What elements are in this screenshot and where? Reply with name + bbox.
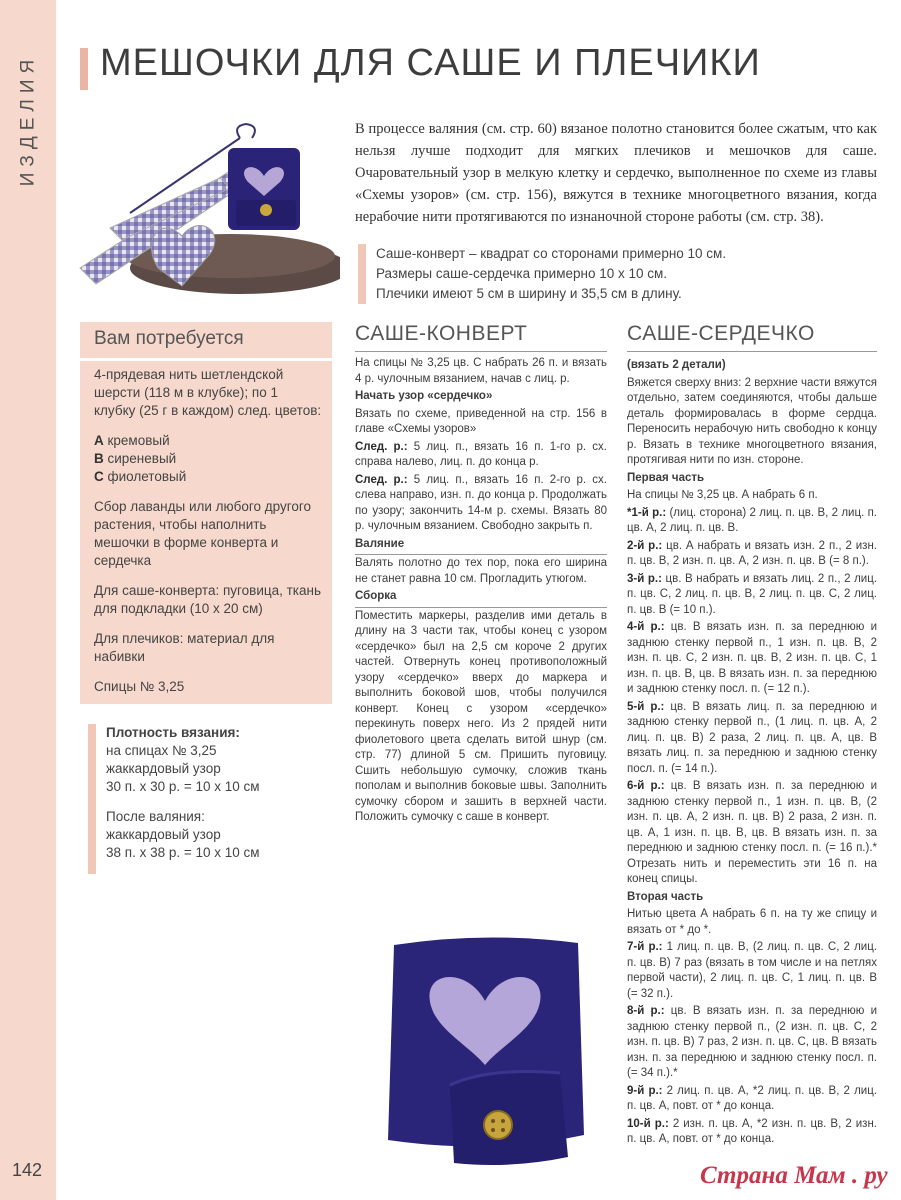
envelope-row — [355, 473, 607, 535]
gauge-after — [106, 808, 346, 862]
intro-paragraph: В процессе валяния (см. стр. 60) вязаное полотно становится более сжатым, что как нельзя лучше подходит для мягких плечиков и мешочков для саше. Очаровательный узор в мелкую клетку и сердечко, выполненное по схеме из главы «Схемы узоров» (см. стр. 156), вяжутся в технике многоцветного вязания, когда нерабочие нити протягиваются по изнаночной стороне работы (см. стр. 38). — [355, 121, 877, 225]
color-name: сиреневый — [103, 451, 177, 466]
assembly-title: Сборка — [355, 590, 397, 602]
heart-row — [627, 1117, 877, 1148]
note-line: Плечики имеют 5 см в ширину и 35,5 см в длину. — [376, 286, 682, 301]
part1-cast-on: На спицы № 3,25 цв. А набрать 6 п. — [627, 489, 818, 501]
color-list — [94, 432, 322, 486]
page-number: 142 — [12, 1160, 43, 1180]
page-title: МЕШОЧКИ ДЛЯ САШЕ И ПЛЕЧИКИ — [100, 42, 761, 84]
part2-title: Вторая часть — [627, 890, 704, 903]
envelope-sachet-photo — [380, 935, 590, 1170]
gauge-line: После валяния: — [106, 809, 205, 824]
part1-title: Первая часть — [627, 471, 705, 484]
heart-subtitle: (вязать 2 детали) — [627, 359, 726, 371]
heart-heading: САШЕ-СЕРДЕЧКО — [627, 322, 815, 345]
envelope-pattern-title: Начать узор «сердечко» — [355, 390, 493, 402]
heart-row — [627, 506, 877, 537]
yarn-text: 4-прядевая нить шетлендской шерсти (118 м в клубке); по 1 клубку (25 г в каждом) след. цветов: — [94, 367, 322, 418]
materials-title: Вам потребуется — [94, 328, 244, 349]
row-label: 7-й р.: — [627, 941, 663, 953]
envelope-materials-text: Для саше-конверта: пуговица, ткань для подкладки (10 х 20 см) — [94, 583, 322, 616]
color-name: фиолетовый — [103, 469, 187, 484]
row-label: 2-й р.: — [627, 539, 663, 552]
row-label: *1-й р.: — [627, 506, 667, 519]
gauge-line: 30 п. х 30 р. = 10 х 10 см — [106, 779, 260, 794]
hangers-and-sachets-photo — [70, 118, 340, 298]
assembly-text: Поместить маркеры, разделив ими деталь в длину на 3 части так, чтобы конец с узором «сердечко» был на 2,5 см короче 2 других частей. Отвернуть конец противоположный узору «сердечко» вверх до маркера и выполнить боковой шов, чтобы получился конверт. Конец с узором «сердечко» перекинуть поверх него. Из 2 прядей нити фиолетового цвета сделать витой шнур (см. стр. 77) длиной 5 см. Пришить пуговицу. Сшить небольшую сумочку, сложив ткань пополам и выполнив боковые швы. Заполнить сумочку сбором и зашить в верхней части. Положить сумочку с саше в конверт. — [355, 609, 607, 823]
row-label: 5-й р.: — [627, 700, 665, 713]
heart-heading-rule — [627, 351, 877, 352]
color-letter: C — [94, 469, 104, 484]
size-notes — [358, 244, 876, 304]
row-text: 5 лиц. п., вязать 16 п. 2-го р. сх. слева направо, изн. п. до конца р. Продолжать по узору; закончить 14-м р. схемы. Вязать 80 р. чулочным вязанием. Свободно закрыть п. — [355, 473, 607, 532]
color-item — [94, 468, 322, 486]
heart-row — [627, 1084, 877, 1115]
envelope-pattern-ref: Вязать по схеме, приведенной на стр. 156 в главе «Схемы узоров» — [355, 407, 607, 435]
section-label — [10, 40, 46, 200]
row-label: 10-й р.: — [627, 1117, 669, 1130]
row-text: 2 изн. п. цв. А, *2 изн. п. цв. В, 2 изн. п. цв. А, повт. от * до конца. — [627, 1117, 877, 1145]
note-line: Саше-конверт – квадрат со сторонами примерно 10 см. — [376, 246, 727, 261]
row-text: (лиц. сторона) 2 лиц. п. цв. В, 2 лиц. п. цв. А, 2 лиц. п. цв. В. — [627, 506, 878, 534]
row-text: цв. А набрать и вязать изн. 2 п., 2 изн. п. цв. В, 2 изн. п. цв. А, 2 изн. п. цв. В (= 8 п.). — [627, 539, 877, 567]
color-name: кремовый — [103, 433, 170, 448]
row-label: 9-й р.: — [627, 1084, 663, 1097]
color-letter: B — [94, 451, 104, 466]
envelope-heading: САШЕ-КОНВЕРТ — [355, 322, 528, 345]
row-text: цв. В вязать изн. п. за переднюю и заднюю стенку первой п., (2 изн. п. цв. С, 2 изн. п. цв. В) 7 раз, 2 изн. п. цв. С, цв. В вязать изн. п. за переднюю и заднюю стенку посл. п. (= 34 п.).* — [627, 1005, 878, 1079]
row-text: 1 лиц. п. цв. В, (2 лиц. п. цв. С, 2 лиц. п. цв. В) 7 раз (вязать в том числе и на петлях первой части), 2 лиц. п. цв. С, 1 лиц. п. цв. В (= 32 п.). — [627, 941, 877, 1000]
felting-title: Валяние — [355, 537, 405, 550]
row-text: цв. В вязать изн. п. за переднюю и заднюю стенку первой п., 1 изн. п. цв. В, (2 изн. п. цв. А, 2 изн. п. цв. В) 2 раза, 2 изн. п. цв. А, 1 изн. п. цв. В, цв. В вязать изн. п. за переднюю и заднюю стенку посл. п. (= 16 п.).* Отрезать нить и переместить эти 16 п. на конец спицы. — [627, 780, 878, 885]
color-item — [94, 450, 322, 468]
row-label: 3-й р.: — [627, 572, 662, 585]
materials-divider — [80, 358, 332, 361]
row-label: След. р.: — [355, 440, 408, 453]
gauge-line: на спицах № 3,25 — [106, 743, 217, 758]
heart-row — [627, 539, 877, 570]
color-item — [94, 432, 322, 450]
heart-instructions — [627, 356, 877, 1150]
heart-row — [627, 1004, 877, 1082]
row-text: цв. В набрать и вязать лиц. 2 п., 2 лиц. п. цв. С, 2 лиц. п. цв. В, 2 лиц. п. цв. С, 2 лиц. п. цв. В (= 10 п.). — [627, 572, 877, 616]
gauge-before — [106, 724, 346, 796]
envelope-row — [355, 440, 607, 471]
note-line: Размеры саше-сердечка примерно 10 х 10 см. — [376, 266, 668, 281]
materials-body — [94, 366, 322, 708]
row-text: 5 лиц. п., вязать 16 п. 1-го р. сх. справа налево, лиц. п. до конца р. — [355, 440, 607, 468]
row-label: 8-й р.: — [627, 1005, 665, 1017]
envelope-heading-rule — [355, 351, 607, 352]
gauge-title: Плотность вязания: — [106, 725, 240, 740]
part2-cast-on: Нитью цвета А набрать 6 п. на ту же спицу и вязать от * до *. — [627, 908, 877, 936]
hanger-materials-text: Для плечиков: материал для набивки — [94, 631, 275, 664]
section-rule — [355, 607, 607, 608]
row-label: 6-й р.: — [627, 780, 665, 792]
envelope-cast-on: На спицы № 3,25 цв. С набрать 26 п. и вязать 4 р. чулочным вязанием, начав с лиц. р. — [355, 357, 607, 385]
heart-row — [627, 620, 877, 698]
title-accent-bar — [80, 48, 88, 90]
gauge-line: 38 п. х 38 р. = 10 х 10 см — [106, 845, 260, 860]
color-letter: A — [94, 433, 104, 448]
felting-text: Валять полотно до тех пор, пока его ширина не станет равна 10 см. Прогладить утюгом. — [355, 557, 607, 585]
gauge-line: жаккардовый узор — [106, 761, 221, 776]
heart-row — [627, 700, 877, 778]
materials-box — [80, 322, 332, 704]
row-text: 2 лиц. п. цв. А, *2 лиц. п. цв. В, 2 лиц. п. цв. А, повт. от * до конца. — [627, 1084, 878, 1112]
envelope-instructions — [355, 356, 607, 828]
gauge-block — [88, 724, 346, 874]
row-label: 4-й р.: — [627, 621, 665, 633]
row-text: цв. В вязать изн. п. за переднюю и заднюю стенку первой п., 1 изн. п. цв. В, 2 изн. п. цв. С, 2 изн. п. цв. В, 2 изн. п. цв. С, 1 изн. п. цв. В, цв. В вязать изн. п. за переднюю и заднюю стенку посл. п. (= 12 п.). — [627, 621, 878, 695]
heart-row — [627, 940, 877, 1002]
row-text: цв. В вязать лиц. п. за переднюю и заднюю стенку первой п., (1 лиц. п. цв. А, 2 лиц. п. цв. В) 2 раза, 2 лиц. п. цв. А, цв. В вязать лиц. п. за переднюю и заднюю стенку посл. п. (= 14 п.). — [627, 700, 877, 775]
site-watermark: Страна Мам . ру — [700, 1162, 888, 1189]
heart-row — [627, 779, 877, 888]
heart-row — [627, 572, 877, 619]
row-label: След. р.: — [355, 473, 408, 486]
heart-intro: Вяжется сверху вниз: 2 верхние части вяжутся отдельно, затем соединяются, чтобы дальше деталь формировалась в форме сердца. Переносить нерабочую нить свободно к концу р. Вязать в технике многоцветного вязания, протягивая нити по изн. стороне. — [627, 376, 877, 466]
needles-text: Спицы № 3,25 — [94, 679, 185, 694]
section-label-text: ИЗДЕЛИЯ — [17, 53, 38, 187]
gauge-line: жаккардовый узор — [106, 827, 221, 842]
lavender-text: Сбор лаванды или любого другого растения, чтобы наполнить мешочки в форме конверта и сердечка — [94, 499, 312, 568]
section-rule — [355, 554, 607, 555]
